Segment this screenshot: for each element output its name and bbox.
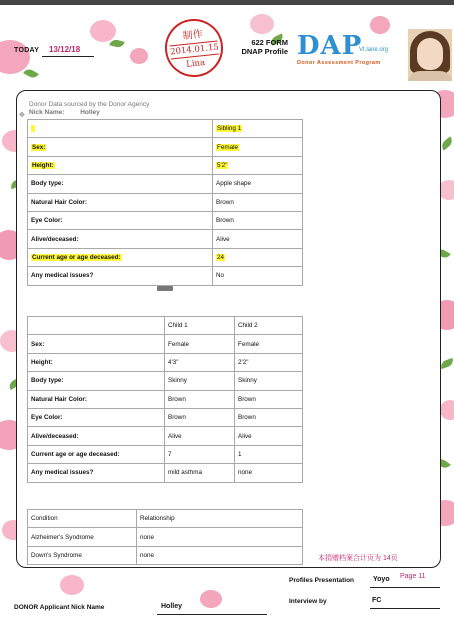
row-value: Skinny xyxy=(165,372,235,390)
interview-underline xyxy=(370,608,440,609)
row-label: Current age or age deceased: xyxy=(32,253,121,261)
column-header: Child 2 xyxy=(235,317,303,335)
today-underline xyxy=(42,56,94,57)
table-cell xyxy=(213,138,303,156)
row-value: mild asthma xyxy=(165,464,235,482)
table-row xyxy=(28,230,303,248)
row-label: Alive/deceased: xyxy=(28,427,165,445)
row-label: Body type: xyxy=(28,372,165,390)
applicant-value: Holley xyxy=(161,603,183,610)
condition-name: Alzheimer's Syndrome xyxy=(28,528,137,546)
nick-name-line xyxy=(29,109,100,116)
row-value: 24 xyxy=(217,253,225,261)
row-value: Female xyxy=(217,143,238,151)
photo-shoulders xyxy=(408,71,452,81)
row-value: 2'2" xyxy=(235,353,303,371)
row-label: Height: xyxy=(32,161,54,169)
dap-logo xyxy=(297,31,389,66)
page-count-note: 本捐赠档案合计页为 14页 xyxy=(318,555,398,562)
row-value: 4'3" xyxy=(165,353,235,371)
row-value: Alive xyxy=(235,427,303,445)
row-value: Brown xyxy=(235,390,303,408)
table-row xyxy=(28,528,303,546)
nick-name-label: Nick Name: xyxy=(29,109,65,116)
source-title: Donor Data sourced by the Donor Agency xyxy=(29,101,150,108)
table-row xyxy=(28,175,303,193)
column-header: Condition xyxy=(28,510,137,528)
row-value: No xyxy=(213,267,303,285)
table-cell xyxy=(28,156,213,174)
row-label: Alive/deceased: xyxy=(28,230,213,248)
table-row xyxy=(28,317,303,335)
stamp-line-2: 2014.01.15 xyxy=(169,42,220,58)
table-cell xyxy=(28,120,213,138)
table-resize-handle[interactable] xyxy=(157,286,173,291)
table-row xyxy=(28,546,303,564)
sibling-table xyxy=(27,119,303,286)
row-label: Sex: xyxy=(32,143,46,151)
row-value: Brown xyxy=(165,390,235,408)
row-label: Eye Color: xyxy=(28,408,165,426)
row-value: Alive xyxy=(213,230,303,248)
table-row xyxy=(28,267,303,285)
donor-photo xyxy=(408,29,452,81)
row-label: Eye Color: xyxy=(28,211,213,229)
logo-sub: Vt.lane.org xyxy=(359,47,389,53)
row-label: Natural Hair Color: xyxy=(28,193,213,211)
row-value: 1 xyxy=(235,445,303,463)
table-row xyxy=(28,193,303,211)
column-header: Relationship xyxy=(137,510,303,528)
row-label: Current age or age deceased: xyxy=(28,445,165,463)
table-cell xyxy=(28,317,165,335)
form-title-line-2: DNAP Profile xyxy=(241,47,288,56)
today-date: 13/12/18 xyxy=(49,45,81,54)
stamp-line-1: 制作 xyxy=(182,29,204,43)
table-cell xyxy=(213,120,303,138)
table-row xyxy=(28,138,303,156)
table-row xyxy=(28,408,303,426)
page-number: Page 11 xyxy=(400,573,426,580)
logo-main: DAP xyxy=(297,31,363,61)
table-row xyxy=(28,353,303,371)
row-label: Natural Hair Color: xyxy=(28,390,165,408)
page-footer xyxy=(0,570,454,631)
conditions-table xyxy=(27,509,303,565)
table-row xyxy=(28,120,303,138)
row-label: Any medical issues? xyxy=(28,267,213,285)
row-value: Brown xyxy=(235,408,303,426)
table-cell xyxy=(28,138,213,156)
table-cell xyxy=(28,248,213,266)
applicant-label: DONOR Applicant Nick Name xyxy=(14,604,105,611)
table-row xyxy=(28,211,303,229)
row-label: Sex: xyxy=(28,335,165,353)
column-header: Child 1 xyxy=(165,317,235,335)
table-row xyxy=(28,156,303,174)
row-value: Brown xyxy=(213,193,303,211)
table-row xyxy=(28,445,303,463)
page-header xyxy=(0,5,454,85)
highlight-marker xyxy=(31,125,35,132)
red-seal-stamp xyxy=(162,16,226,80)
table-cell xyxy=(213,248,303,266)
table-row xyxy=(28,427,303,445)
nick-name-value: Holley xyxy=(80,109,100,116)
form-title xyxy=(232,38,288,56)
row-label: Height: xyxy=(28,353,165,371)
logo-tagline: Donor Assessment Program xyxy=(297,60,381,66)
row-value: Apple shape xyxy=(213,175,303,193)
row-value: Brown xyxy=(165,408,235,426)
table-row xyxy=(28,390,303,408)
interview-value: FC xyxy=(372,597,382,604)
sibling-header: Sibling 1 xyxy=(217,125,242,133)
condition-relationship: none xyxy=(137,528,303,546)
row-value: Female xyxy=(235,335,303,353)
row-value: 5'2" xyxy=(217,161,228,169)
children-table xyxy=(27,316,303,483)
table-row xyxy=(28,248,303,266)
stamp-line-3: Lina xyxy=(185,57,206,70)
condition-relationship: none xyxy=(137,546,303,564)
row-value: none xyxy=(235,464,303,482)
row-value: Alive xyxy=(165,427,235,445)
row-value: Skinny xyxy=(235,372,303,390)
table-row xyxy=(28,335,303,353)
interview-label: Interview by xyxy=(289,598,327,605)
condition-name: Down's Syndrome xyxy=(28,546,137,564)
table-row xyxy=(28,510,303,528)
table-move-handle-icon[interactable]: ✥ xyxy=(19,112,25,119)
row-label: Body type: xyxy=(28,175,213,193)
table-cell xyxy=(213,156,303,174)
presentation-label: Profiles Presentation xyxy=(289,577,355,584)
presentation-value: Yoyo xyxy=(373,576,390,583)
table-row xyxy=(28,464,303,482)
form-title-line-1: 622 FORM xyxy=(251,38,288,47)
row-value: Female xyxy=(165,335,235,353)
presentation-underline xyxy=(370,587,440,588)
table-row xyxy=(28,372,303,390)
row-value: Brown xyxy=(213,211,303,229)
row-label: Any medical issues? xyxy=(28,464,165,482)
photo-face xyxy=(417,38,443,70)
row-value: 7 xyxy=(165,445,235,463)
today-label: TODAY xyxy=(14,47,40,54)
applicant-underline xyxy=(157,614,267,615)
